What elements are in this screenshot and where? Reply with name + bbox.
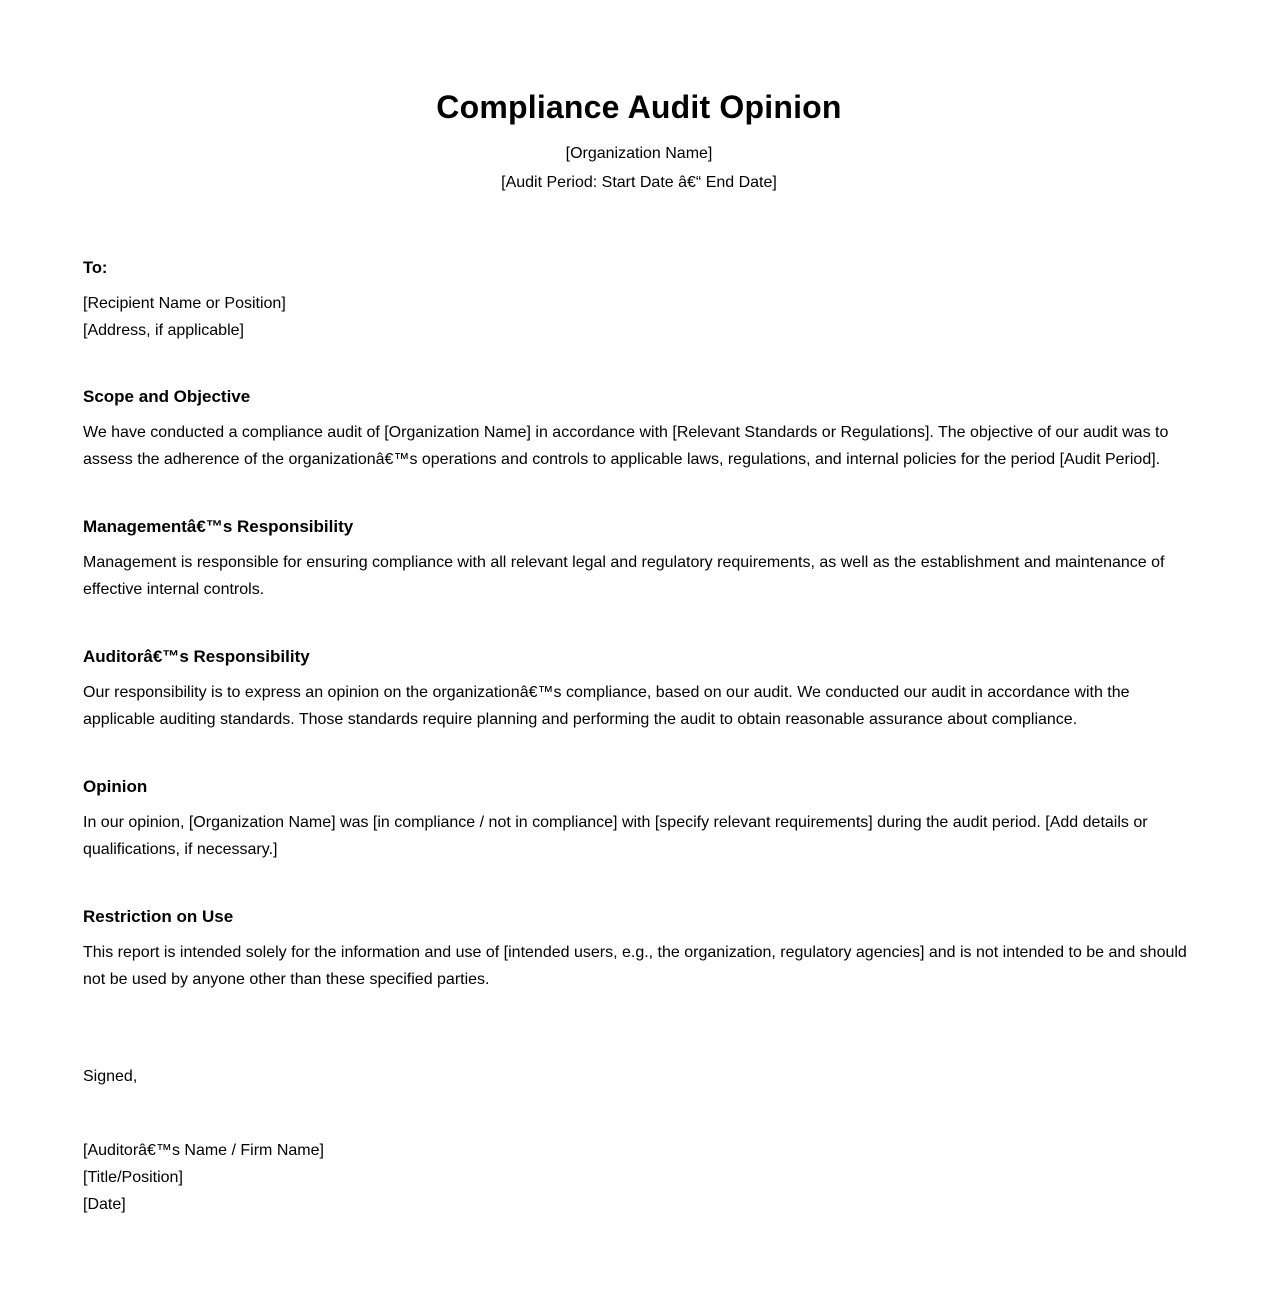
- section-body: This report is intended solely for the information and use of [intended users, e.g., the organization, regulatory agencies] and is not intended to be and should not be used by anyone other than these specified parties.: [83, 943, 1187, 989]
- document-title: Compliance Audit Opinion: [436, 89, 842, 125]
- section-scope-and-objective: [83, 385, 1195, 474]
- section-heading: Scope and Objective: [83, 386, 251, 406]
- recipient-address-line: [Address, if applicable]: [83, 321, 244, 339]
- section-auditors-responsibility: [83, 645, 1195, 734]
- signed-line: Signed,: [83, 1067, 138, 1085]
- section-opinion: [83, 775, 1195, 864]
- section-heading: Managementâ€™s Responsibility: [83, 516, 354, 536]
- audit-period-line: [Audit Period: Start Date â€“ End Date]: [501, 173, 777, 191]
- section-heading: Restriction on Use: [83, 906, 234, 926]
- date-line: [Date]: [83, 1195, 126, 1213]
- section-restriction-on-use: [83, 905, 1195, 994]
- section-body: We have conducted a compliance audit of [Organization Name] in accordance with [Relevant Standards or Regulations]. The objective of our audit was to assess the adherence of the organizationâ€™s operations and controls to applicable laws, regulations, and internal policies for the period [Audit Period].: [83, 423, 1169, 469]
- recipient-block: [83, 258, 1195, 344]
- document-subtitle: [83, 139, 1195, 197]
- signature-block: [83, 1137, 1195, 1218]
- auditor-name-line: [Auditorâ€™s Name / Firm Name]: [83, 1141, 324, 1159]
- recipient-lines: [83, 290, 1195, 344]
- organization-name-line: [Organization Name]: [565, 144, 713, 162]
- to-heading: To:: [83, 258, 108, 277]
- recipient-name-line: [Recipient Name or Position]: [83, 294, 286, 312]
- section-heading: Auditorâ€™s Responsibility: [83, 646, 310, 666]
- section-heading: Opinion: [83, 776, 148, 796]
- title-position-line: [Title/Position]: [83, 1168, 183, 1186]
- section-body: Management is responsible for ensuring compliance with all relevant legal and regulatory requirements, as well as the establishment and maintenance of effective internal controls.: [83, 553, 1165, 599]
- section-managements-responsibility: [83, 515, 1195, 604]
- section-body: In our opinion, [Organization Name] was [in compliance / not in compliance] with [specify relevant requirements] during the audit period. [Add details or qualifications, if necessary.]: [83, 813, 1148, 859]
- section-body: Our responsibility is to express an opinion on the organizationâ€™s compliance, based on our audit. We conducted our audit in accordance with the applicable auditing standards. Those standards require planning and performing the audit to obtain reasonable assurance about compliance.: [83, 683, 1130, 729]
